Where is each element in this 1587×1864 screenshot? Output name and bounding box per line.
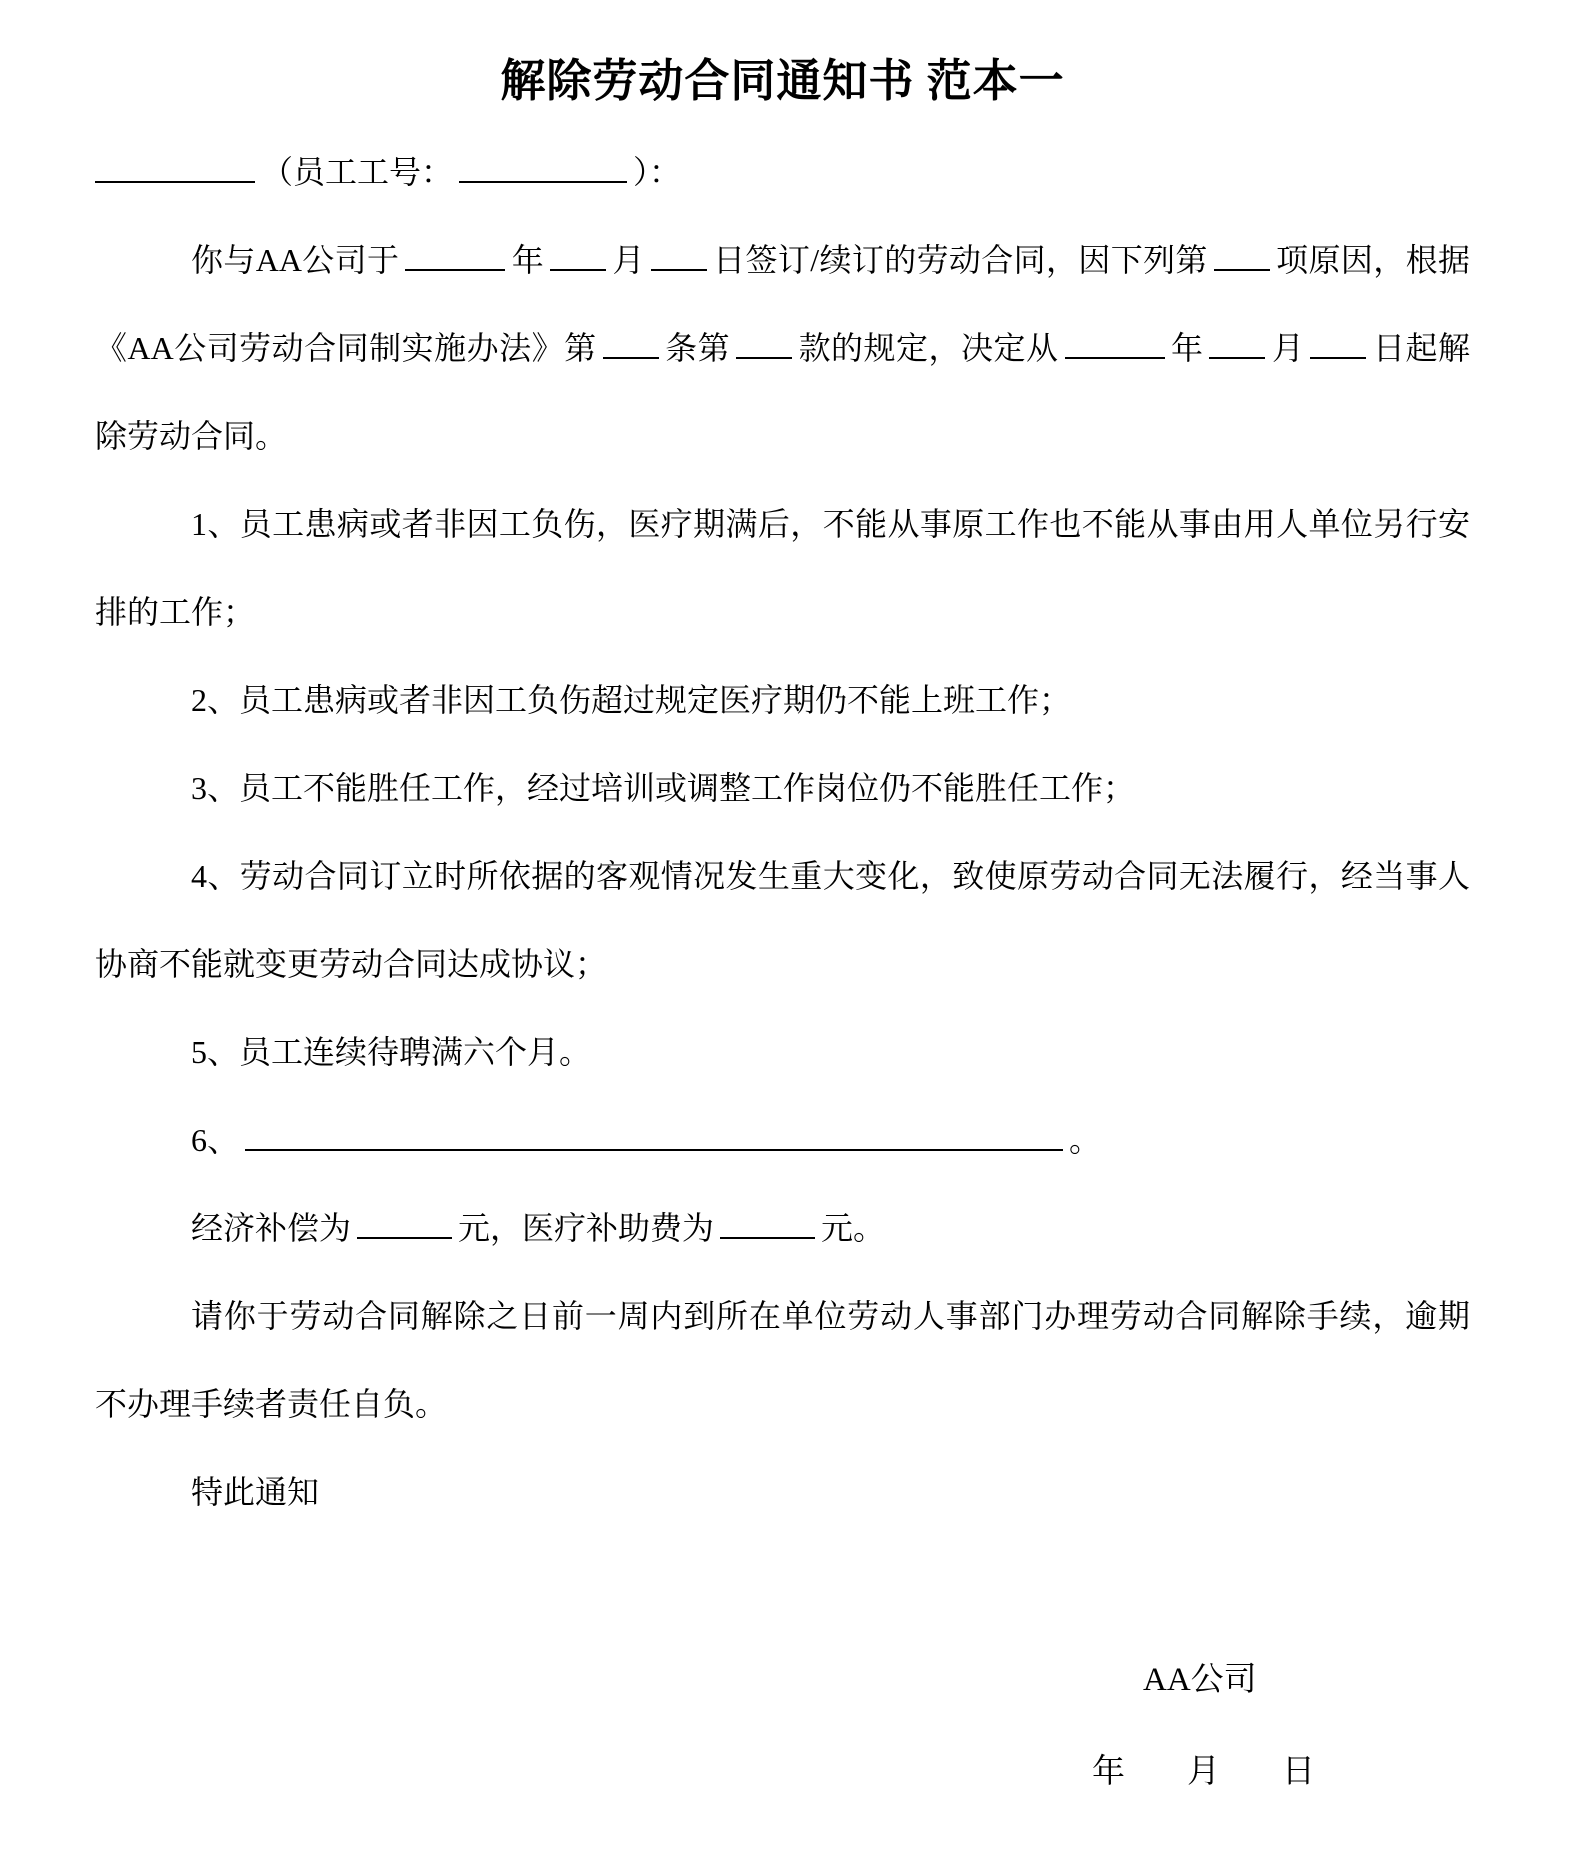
- employee-id-blank[interactable]: [459, 153, 627, 183]
- medical-subsidy-blank[interactable]: [720, 1209, 815, 1239]
- closing-line: [95, 1448, 1470, 1536]
- intro-segment-7: 款的规定，决定从: [798, 330, 1059, 366]
- reason-item-5: [95, 1008, 1470, 1096]
- clause-number-blank[interactable]: [736, 329, 792, 359]
- intro-segment-1: 你与AA公司于: [191, 242, 400, 278]
- severance-amount-blank[interactable]: [357, 1209, 452, 1239]
- closing-text: 特此通知: [191, 1474, 320, 1510]
- reason-item-2: [95, 656, 1470, 744]
- salutation-line: [95, 128, 1470, 216]
- contract-day-blank[interactable]: [651, 241, 707, 271]
- intro-segment-2: 年: [511, 242, 545, 278]
- reason-2-text: 员工患病或者非因工负伤超过规定医疗期仍不能上班工作；: [239, 682, 1072, 718]
- intro-segment-6: 条第: [664, 330, 731, 366]
- month-label: 月: [1187, 1754, 1220, 1790]
- company-signature: AA公司: [1143, 1662, 1257, 1698]
- reason-item-6: [95, 1096, 1470, 1184]
- reason-5-text: 员工连续待聘满六个月。: [239, 1034, 592, 1070]
- contract-month-blank[interactable]: [550, 241, 606, 271]
- salutation-post: ）：: [633, 154, 682, 190]
- year-label: 年: [1092, 1754, 1125, 1790]
- reason-6-text: 。: [1069, 1122, 1102, 1158]
- reason-1-text: 员工患病或者非因工负伤，医疗期满后，不能从事原工作也不能从事由用人单位另行安排的工作；: [95, 506, 1470, 630]
- reason-item-1: [95, 480, 1470, 656]
- notice-text: 请你于劳动合同解除之日前一周内到所在单位劳动人事部门办理劳动合同解除手续，逾期不办理手续者责任自负。: [95, 1298, 1470, 1422]
- effective-month-blank[interactable]: [1209, 329, 1265, 359]
- compensation-line: [95, 1184, 1470, 1272]
- page-title: 解除劳动合同通知书 范本一: [500, 56, 1065, 106]
- reason-6-blank[interactable]: [245, 1121, 1063, 1151]
- reason-6-label: 6、: [191, 1122, 240, 1158]
- compensation-segment-3: 元。: [821, 1210, 886, 1246]
- intro-segment-4: 日签订/续订的劳动合同，因下列第: [712, 242, 1208, 278]
- reason-1-label: 1、: [191, 506, 240, 542]
- reason-4-text: 劳动合同订立时所依据的客观情况发生重大变化，致使原劳动合同无法履行，经当事人协商不能就变更劳动合同达成协议；: [95, 858, 1470, 982]
- employee-name-blank[interactable]: [95, 153, 255, 183]
- contract-year-blank[interactable]: [405, 241, 505, 271]
- compensation-segment-2: 元，医疗补助费为: [458, 1210, 715, 1246]
- article-number-blank[interactable]: [603, 329, 659, 359]
- intro-segment-10: 日起解除劳动合同。: [95, 330, 1470, 454]
- reason-item-3: [95, 744, 1470, 832]
- reason-3-label: 3、: [191, 770, 240, 806]
- reason-item-4: [95, 832, 1470, 1008]
- reason-number-blank[interactable]: [1214, 241, 1270, 271]
- intro-segment-9: 月: [1271, 330, 1305, 366]
- reason-4-label: 4、: [191, 858, 240, 894]
- day-label: 日: [1282, 1754, 1315, 1790]
- effective-day-blank[interactable]: [1310, 329, 1366, 359]
- intro-segment-8: 年: [1170, 330, 1204, 366]
- reason-3-text: 员工不能胜任工作，经过培训或调整工作岗位仍不能胜任工作；: [239, 770, 1136, 806]
- compensation-segment-1: 经济补偿为: [191, 1210, 352, 1246]
- reason-5-label: 5、: [191, 1034, 240, 1070]
- intro-paragraph: [95, 216, 1470, 480]
- salutation-pre: （员工工号：: [261, 154, 454, 190]
- notice-paragraph: [95, 1272, 1470, 1448]
- intro-segment-3: 月: [612, 242, 645, 278]
- reason-2-label: 2、: [191, 682, 240, 718]
- signature-date-line: [1092, 1748, 1315, 1796]
- intro-segment-5: 项原因，根据《AA公司劳动合同制实施办法》第: [95, 242, 1470, 366]
- effective-year-blank[interactable]: [1065, 329, 1165, 359]
